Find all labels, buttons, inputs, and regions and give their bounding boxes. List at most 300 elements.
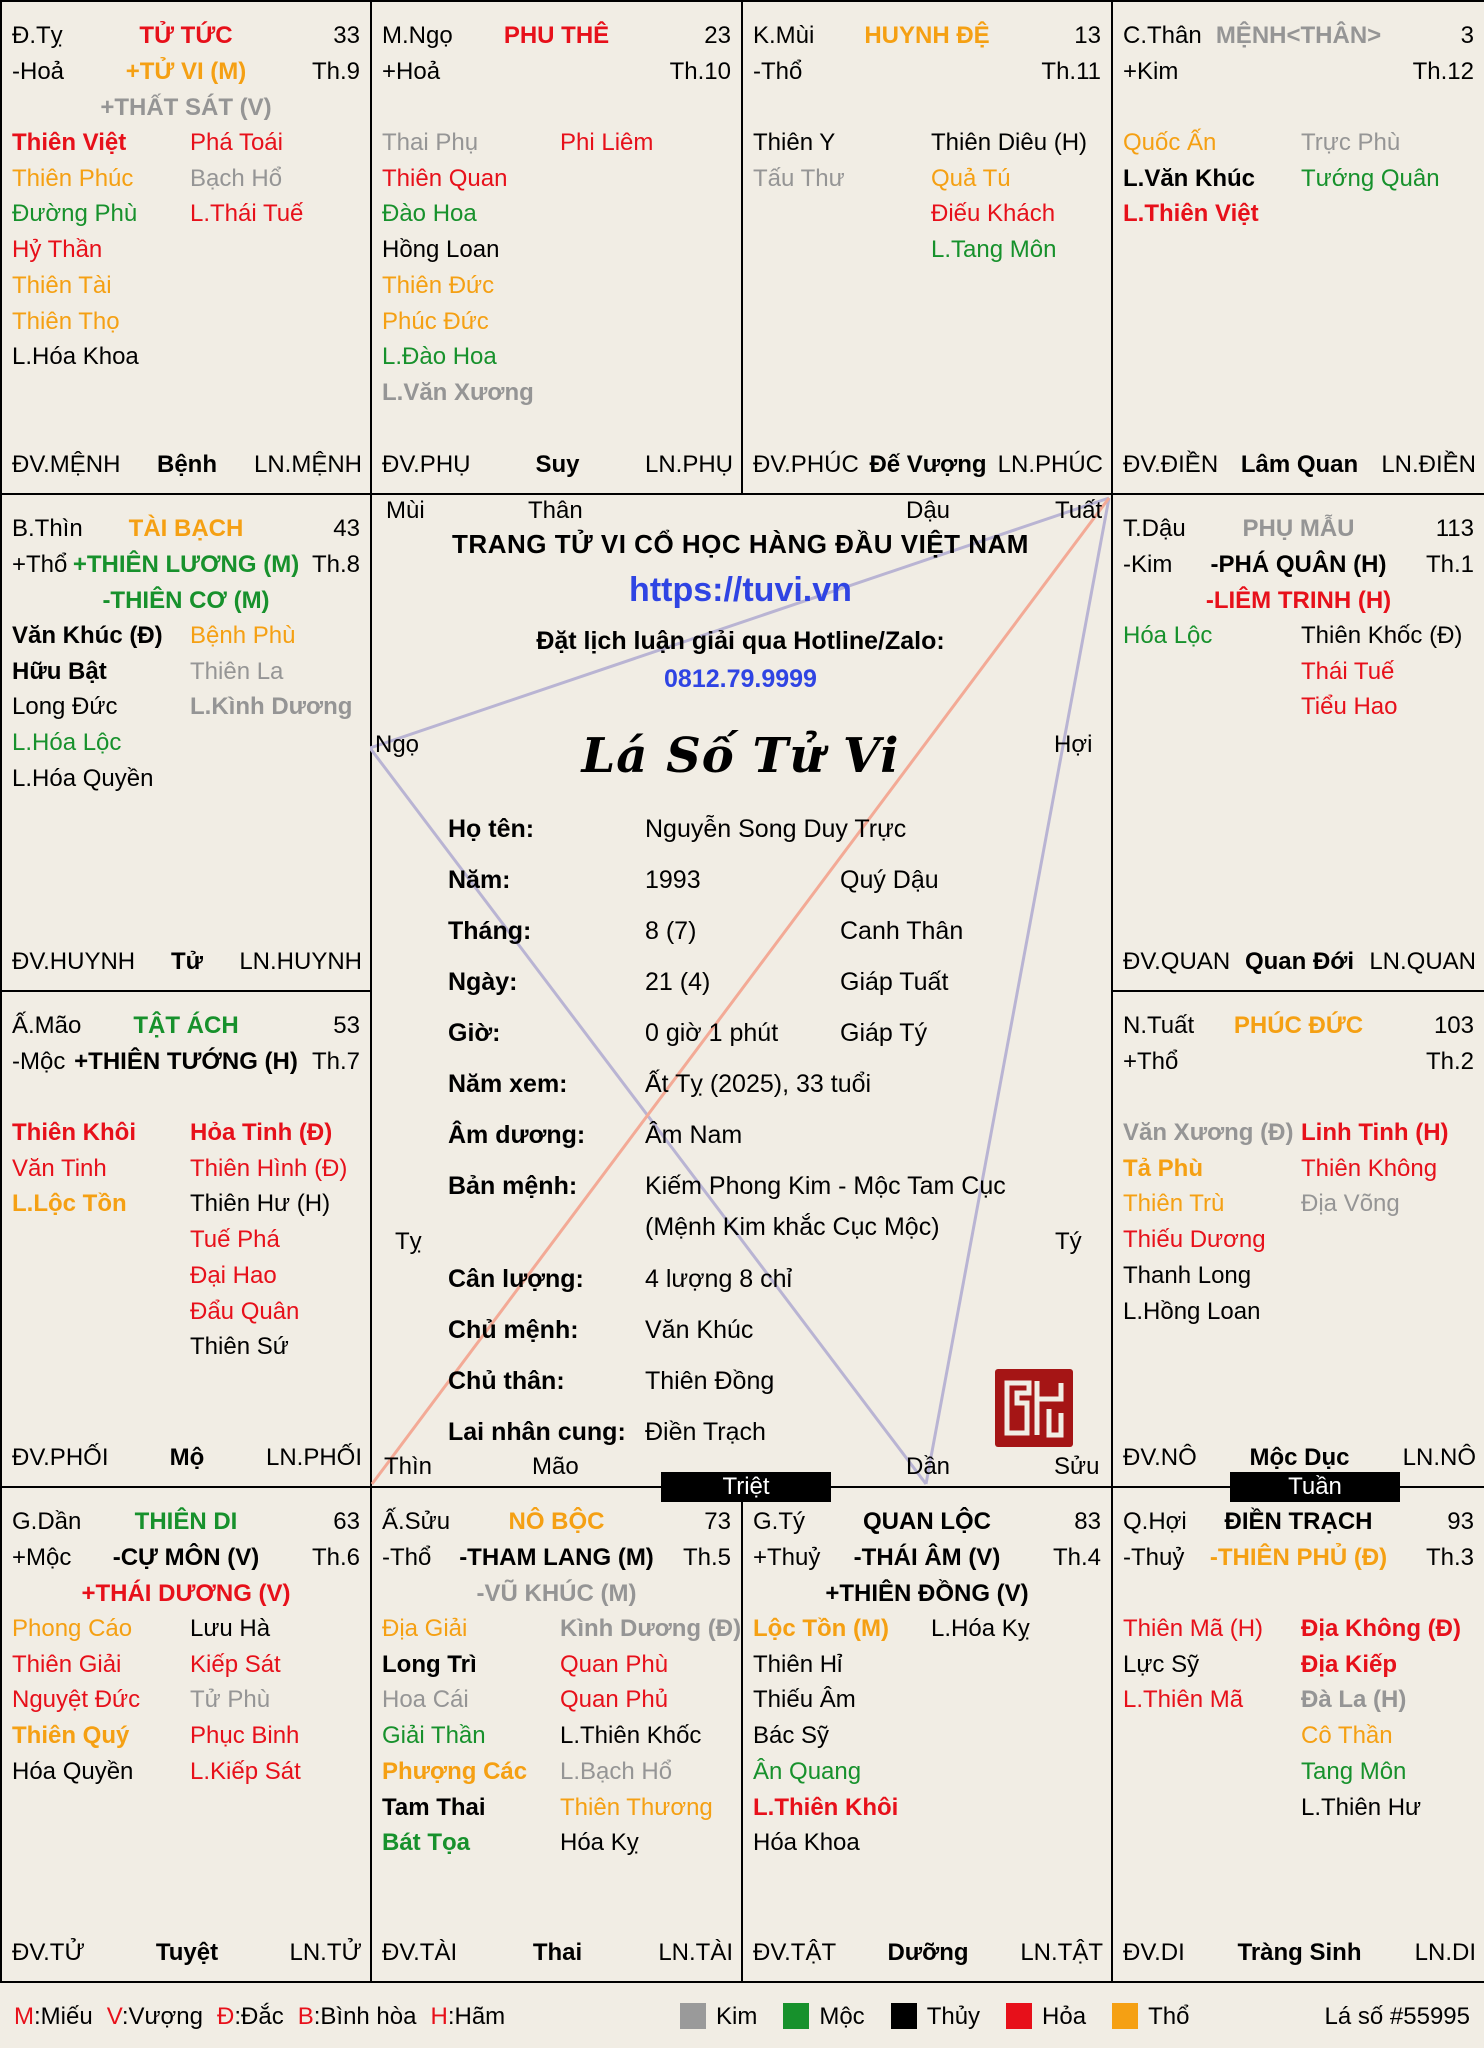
- main-star: -CỰ MÔN (V): [112, 1544, 260, 1571]
- decade-label: ĐV.QUAN: [1123, 948, 1231, 975]
- minor-star: L.Kình Dương: [190, 693, 353, 721]
- life-stage: Mộc Dục: [1249, 1444, 1350, 1471]
- minor-star: L.Hồng Loan: [1123, 1297, 1261, 1325]
- palace-month: Th.12: [1412, 58, 1474, 85]
- palace-cell[interactable]: [0, 990, 372, 1488]
- palace-header: [1123, 511, 1474, 547]
- minor-star: L.Văn Xương: [382, 378, 534, 406]
- minor-star: Bệnh Phù: [190, 622, 296, 649]
- info-value: 0 giờ 1 phút: [645, 1019, 779, 1047]
- palace-month: Th.2: [1425, 1048, 1474, 1075]
- minor-star: Bạch Hổ: [190, 164, 283, 192]
- info-row: [448, 1213, 1098, 1253]
- label-dan: Dần: [906, 1453, 951, 1480]
- palace-footer: [12, 1935, 362, 1971]
- palace-branch: C.Thân: [1123, 22, 1202, 49]
- palace-name: PHU THÊ: [503, 22, 610, 49]
- life-stage: Tuyệt: [155, 1939, 219, 1966]
- palace-cell[interactable]: [741, 0, 1113, 495]
- palace-footer: [753, 447, 1103, 483]
- red-seal-logo: [995, 1369, 1073, 1447]
- chart-number: Lá số #55995: [1324, 2003, 1470, 2030]
- palace-footer: [1123, 447, 1476, 483]
- minor-stars-left: [382, 1611, 562, 1861]
- element-name: Hỏa: [1042, 2003, 1087, 2030]
- minor-star: Tả Phù: [1123, 1154, 1204, 1182]
- decade-label: ĐV.ĐIỀN: [1123, 451, 1219, 478]
- minor-star: Tang Môn: [1301, 1757, 1407, 1785]
- palace-name: QUAN LỘC: [863, 1508, 991, 1535]
- minor-star: Thiên Hình (Đ): [190, 1154, 348, 1182]
- minor-stars-left: [753, 125, 933, 196]
- label-ngo: Ngọ: [375, 731, 420, 758]
- minor-star: Hóa Khoa: [753, 1829, 860, 1857]
- palace-cell[interactable]: [370, 0, 743, 495]
- palace-name: MỆNH<THÂN>: [1215, 22, 1382, 49]
- palace-header: [753, 1504, 1101, 1540]
- year-label: LN.PHỤ: [644, 451, 733, 478]
- palace-branch: G.Tý: [753, 1508, 805, 1535]
- decade-label: ĐV.TÀI: [382, 1939, 458, 1966]
- palace-branch: K.Mùi: [753, 22, 815, 49]
- palace-branch: N.Tuất: [1123, 1012, 1195, 1039]
- palace-branch: Ấ.Sửu: [382, 1508, 451, 1535]
- main-star: -THIÊN PHỦ (Đ): [1209, 1544, 1388, 1571]
- minor-stars-right: [1301, 618, 1481, 725]
- palace-month: Th.5: [682, 1544, 731, 1571]
- info-value: Âm Nam: [645, 1121, 743, 1149]
- decade-label: ĐV.TỬ: [12, 1939, 85, 1966]
- palace-header: [753, 18, 1101, 54]
- decade-label: ĐV.PHỤ: [382, 451, 471, 478]
- palace-yinyang: +Thổ: [12, 551, 68, 578]
- minor-star: L.Thái Tuế: [190, 200, 304, 228]
- abbrev-key: Đ: [217, 2003, 235, 2030]
- tuan-marker: Tuần: [1230, 1472, 1400, 1502]
- life-stage: Quan Đới: [1244, 948, 1355, 975]
- minor-star: Lưu Hà: [190, 1615, 271, 1642]
- minor-star: Văn Xương (Đ): [1123, 1119, 1294, 1146]
- year-label: LN.TÀI: [658, 1939, 733, 1966]
- minor-stars-left: [1123, 618, 1303, 654]
- minor-star: Ân Quang: [753, 1757, 862, 1785]
- element-color-swatch: [783, 2003, 809, 2029]
- palace-number: 13: [1074, 22, 1101, 49]
- minor-star: Văn Tinh: [12, 1154, 107, 1182]
- palace-branch: Q.Hợi: [1123, 1508, 1187, 1535]
- minor-star: Thai Phụ: [382, 129, 479, 156]
- minor-star: L.Thiên Khốc: [560, 1722, 702, 1750]
- abbrev-value: :Hãm: [447, 2003, 506, 2030]
- palace-name: HUYNH ĐỆ: [864, 22, 990, 49]
- life-stage: Bệnh: [157, 451, 217, 478]
- minor-star: Tử Phù: [190, 1686, 271, 1714]
- palace-subheader: [753, 1540, 1101, 1576]
- minor-star: Thiên Không: [1301, 1154, 1438, 1182]
- year-label: LN.QUAN: [1369, 948, 1476, 975]
- info-key: Tháng:: [448, 917, 532, 945]
- palace-number: 53: [333, 1012, 360, 1039]
- minor-stars-right: [190, 1115, 370, 1365]
- minor-star: Thiên Khôi: [12, 1119, 136, 1146]
- palace-header: [382, 18, 731, 54]
- info-value: Điền Trạch: [645, 1418, 766, 1446]
- minor-star: Quan Phù: [560, 1650, 669, 1678]
- palace-cell[interactable]: [741, 1486, 1113, 1983]
- minor-star: Hóa Lộc: [1123, 622, 1213, 649]
- minor-star: Thiếu Âm: [753, 1686, 856, 1714]
- minor-star: L.Thiên Việt: [1123, 200, 1259, 228]
- minor-star: Phá Toái: [190, 129, 283, 156]
- palace-footer: [382, 1935, 733, 1971]
- minor-star: Hóa Kỵ: [560, 1829, 639, 1857]
- decade-label: ĐV.HUYNH: [12, 948, 136, 975]
- info-value-2: Giáp Tuất: [840, 968, 949, 996]
- label-ty: Tỵ: [395, 1228, 422, 1255]
- palace-name: THIÊN DI: [134, 1508, 238, 1535]
- life-stage: Dưỡng: [887, 1939, 969, 1966]
- minor-star: Tuế Phá: [190, 1226, 280, 1254]
- life-stage: Lâm Quan: [1240, 451, 1359, 478]
- label-than: Thân: [528, 497, 583, 524]
- main-star: +THIÊN LƯƠNG (M): [72, 551, 300, 578]
- minor-star: Thiên Phúc: [12, 164, 134, 192]
- info-row: [448, 1172, 1098, 1212]
- minor-star: Phúc Đức: [382, 307, 489, 335]
- palace-header: [1123, 18, 1474, 54]
- palace-footer: [12, 944, 362, 980]
- minor-stars-right: [1301, 125, 1481, 196]
- minor-stars-left: [12, 618, 192, 797]
- booking-text: Đặt lịch luận giải qua Hotline/Zalo:: [536, 627, 945, 655]
- minor-stars-left: [1123, 125, 1303, 232]
- palace-branch: M.Ngọ: [382, 22, 453, 49]
- minor-star: Thiên Hư (H): [190, 1190, 331, 1218]
- info-key: Chủ mệnh:: [448, 1316, 579, 1344]
- info-key: Ngày:: [448, 968, 518, 996]
- palace-name: TỬ TỨC: [139, 22, 233, 49]
- minor-star: Tiểu Hao: [1301, 693, 1398, 721]
- palace-header: [12, 1504, 360, 1540]
- minor-stars-right: [1301, 1115, 1481, 1222]
- info-value: 8 (7): [645, 917, 697, 945]
- minor-star: Long Trì: [382, 1650, 477, 1678]
- minor-stars-left: [12, 125, 192, 375]
- info-row: [448, 866, 1098, 906]
- info-value: Nguyễn Song Duy Trực: [645, 815, 907, 843]
- palace-subheader: [1123, 1540, 1474, 1576]
- decade-label: ĐV.NÔ: [1123, 1444, 1197, 1471]
- minor-star: Hóa Quyền: [12, 1757, 134, 1785]
- element-color-swatch: [891, 2003, 917, 2029]
- info-row: [448, 1316, 1098, 1356]
- info-row: [448, 1070, 1098, 1110]
- minor-star: Địa Giải: [382, 1615, 468, 1642]
- info-row: [448, 1265, 1098, 1305]
- palace-number: 83: [1074, 1508, 1101, 1535]
- info-key: Năm:: [448, 866, 511, 894]
- info-key: Giờ:: [448, 1019, 501, 1047]
- palace-footer: [1123, 944, 1476, 980]
- minor-star: Thiên Diêu (H): [931, 129, 1088, 156]
- minor-star: Trực Phù: [1301, 129, 1401, 156]
- palace-number: 43: [333, 515, 360, 542]
- palace-header: [12, 511, 360, 547]
- status-abbrev-legend: [14, 2003, 519, 2031]
- minor-star: L.Thiên Mã: [1123, 1686, 1244, 1714]
- info-value: Ất Tỵ (2025), 33 tuổi: [645, 1070, 872, 1098]
- site-url-link[interactable]: https://tuvi.vn: [629, 571, 852, 609]
- minor-stars-right: [1301, 1611, 1481, 1825]
- palace-yinyang: +Thổ: [1123, 1048, 1179, 1075]
- hotline-link[interactable]: 0812.79.9999: [664, 665, 817, 693]
- life-stage: Thai: [532, 1939, 583, 1966]
- minor-star: L.Hóa Quyền: [12, 764, 154, 792]
- year-label: LN.DI: [1414, 1939, 1476, 1966]
- element-color-swatch: [680, 2003, 706, 2029]
- palace-month: Th.3: [1425, 1544, 1474, 1571]
- minor-star: Bác Sỹ: [753, 1722, 830, 1750]
- palace-yinyang: -Kim: [1123, 551, 1173, 578]
- palace-cell[interactable]: [0, 1486, 372, 1983]
- minor-star: Đường Phù: [12, 200, 138, 228]
- minor-stars-left: [12, 1115, 192, 1222]
- info-value-2: Giáp Tý: [840, 1019, 928, 1047]
- minor-star: L.Đào Hoa: [382, 343, 497, 371]
- element-name: Thủy: [926, 2003, 981, 2030]
- life-stage: Suy: [535, 451, 580, 478]
- info-value: Thiên Đồng: [645, 1367, 775, 1395]
- minor-star: Văn Khúc (Đ): [12, 622, 163, 649]
- minor-star: Bát Tọa: [382, 1829, 471, 1857]
- info-value-2: Canh Thân: [840, 917, 964, 945]
- minor-star: L.Bạch Hổ: [560, 1757, 673, 1785]
- minor-star: Thanh Long: [1123, 1261, 1252, 1289]
- main-star: -PHÁ QUÂN (H): [1210, 551, 1387, 578]
- palace-number: 33: [333, 22, 360, 49]
- element-color-swatch: [1112, 2003, 1138, 2029]
- main-star: -THAM LANG (M): [459, 1544, 654, 1571]
- palace-number: 103: [1433, 1012, 1474, 1039]
- palace-subheader: [1123, 547, 1474, 583]
- palace-number: 113: [1435, 515, 1474, 542]
- minor-star: L.Lộc Tồn: [12, 1190, 127, 1218]
- info-row: [448, 1121, 1098, 1161]
- palace-yinyang: -Hoả: [12, 58, 65, 85]
- palace-yinyang: +Kim: [1123, 58, 1179, 85]
- element-name: Mộc: [819, 2003, 865, 2030]
- palace-header: [12, 18, 360, 54]
- minor-star: L.Văn Khúc: [1123, 164, 1256, 192]
- palace-month: Th.9: [311, 58, 360, 85]
- minor-star: L.Hóa Khoa: [12, 343, 139, 371]
- decade-label: ĐV.PHÚC: [753, 451, 859, 478]
- palace-footer: [753, 1935, 1103, 1971]
- minor-stars-right: [931, 1611, 1111, 1647]
- minor-star: Phượng Các: [382, 1757, 528, 1785]
- info-value: Văn Khúc: [645, 1316, 754, 1344]
- secondary-main-star: -LIÊM TRINH (H): [1205, 587, 1392, 614]
- palace-name: PHỤ MẪU: [1242, 515, 1355, 542]
- element-color-swatch: [1006, 2003, 1032, 2029]
- palace-header: [12, 1008, 360, 1044]
- minor-stars-right: [190, 1611, 370, 1790]
- year-label: LN.MỆNH: [253, 451, 362, 478]
- minor-star: L.Thiên Hư: [1301, 1793, 1422, 1821]
- minor-star: Tướng Quân: [1301, 164, 1440, 192]
- minor-star: Thiên Khốc (Đ): [1301, 622, 1463, 649]
- palace-month: Th.10: [669, 58, 731, 85]
- minor-stars-right: [560, 1611, 740, 1861]
- info-key: Họ tên:: [448, 815, 535, 843]
- palace-cell[interactable]: [1111, 493, 1484, 992]
- info-key: Cân lượng:: [448, 1265, 584, 1293]
- main-star: +THIÊN TƯỚNG (H): [74, 1048, 298, 1075]
- year-label: LN.ĐIỀN: [1381, 451, 1476, 478]
- palace-cell[interactable]: [0, 493, 372, 992]
- info-row: [448, 968, 1098, 1008]
- minor-star: Tấu Thư: [753, 164, 845, 192]
- palace-cell[interactable]: [0, 0, 372, 495]
- minor-star: Thiên Quan: [382, 164, 508, 192]
- minor-stars-right: [190, 618, 370, 725]
- minor-stars-left: [382, 125, 562, 411]
- decade-label: ĐV.DI: [1123, 1939, 1185, 1966]
- palace-name: NÔ BỘC: [508, 1508, 605, 1535]
- palace-subheader: [12, 54, 360, 90]
- label-mao: Mão: [532, 1453, 579, 1480]
- minor-star: Thiếu Dương: [1123, 1226, 1266, 1254]
- minor-star: Quan Phủ: [560, 1686, 669, 1714]
- minor-star: Đào Hoa: [382, 200, 477, 228]
- life-stage: Tử: [170, 948, 204, 975]
- palace-subheader: [382, 54, 731, 90]
- palace-subheader: [12, 547, 360, 583]
- info-key: Bản mệnh:: [448, 1172, 578, 1200]
- minor-star: Phi Liêm: [560, 129, 654, 156]
- life-stage: Mộ: [169, 1444, 205, 1471]
- palace-name: TÀI BẠCH: [128, 515, 244, 542]
- year-label: LN.TẬT: [1020, 1939, 1103, 1966]
- life-stage: Đế Vượng: [869, 451, 987, 478]
- minor-stars-left: [1123, 1115, 1303, 1329]
- minor-stars-right: [190, 125, 370, 232]
- minor-star: Điếu Khách: [931, 200, 1056, 228]
- info-value-2: Quý Dậu: [840, 866, 939, 894]
- abbrev-value: :Miếu: [34, 2003, 93, 2030]
- palace-name: ĐIỀN TRẠCH: [1224, 1508, 1373, 1535]
- minor-star: Thái Tuế: [1301, 657, 1395, 685]
- minor-star: Hữu Bật: [12, 657, 107, 685]
- center-panel: [370, 493, 1111, 1486]
- minor-star: Cô Thần: [1301, 1722, 1393, 1750]
- palace-footer: [12, 447, 362, 483]
- decade-label: ĐV.TẬT: [753, 1939, 837, 1966]
- info-key: Chủ thân:: [448, 1367, 565, 1395]
- minor-star: L.Thiên Khôi: [753, 1793, 899, 1821]
- minor-star: Đại Hao: [190, 1261, 277, 1289]
- palace-number: 93: [1447, 1508, 1474, 1535]
- palace-cell[interactable]: [1111, 0, 1484, 495]
- label-dau: Dậu: [906, 497, 951, 524]
- info-row: [448, 917, 1098, 957]
- palace-month: Th.11: [1041, 58, 1101, 85]
- minor-star: Thiên Thọ: [12, 307, 120, 335]
- year-label: LN.NÔ: [1402, 1444, 1476, 1471]
- year-label: LN.PHỐI: [265, 1444, 362, 1471]
- minor-star: Thiên Tài: [12, 271, 112, 299]
- info-value: 21 (4): [645, 968, 711, 996]
- minor-star: Hỏa Tinh (Đ): [190, 1119, 333, 1146]
- label-suu: Sửu: [1054, 1453, 1100, 1480]
- palace-cell[interactable]: [370, 1486, 743, 1983]
- minor-star: Thiên Quý: [12, 1722, 130, 1750]
- palace-branch: T.Dậu: [1123, 515, 1186, 542]
- info-value: 4 lượng 8 chỉ: [645, 1265, 793, 1293]
- secondary-main-star: +THẤT SÁT (V): [100, 94, 272, 121]
- palace-cell[interactable]: [1111, 990, 1484, 1488]
- minor-star: Phục Binh: [190, 1722, 300, 1750]
- minor-star: Thiên La: [190, 657, 284, 685]
- palace-footer: [1123, 1935, 1476, 1971]
- minor-star: Thiên Việt: [12, 129, 127, 156]
- abbrev-value: :Vượng: [121, 2003, 203, 2030]
- minor-star: Nguyệt Đức: [12, 1686, 141, 1714]
- minor-star: L.Tang Môn: [931, 236, 1057, 264]
- element-name: Kim: [716, 2003, 758, 2030]
- legend-bar: [0, 1981, 1484, 2048]
- palace-month: Th.4: [1052, 1544, 1101, 1571]
- info-key: Âm dương:: [448, 1121, 586, 1149]
- palace-yinyang: -Thổ: [753, 58, 803, 85]
- minor-star: Quốc Ấn: [1123, 129, 1217, 156]
- palace-number: 3: [1460, 22, 1474, 49]
- year-label: LN.HUYNH: [239, 948, 362, 975]
- palace-month: Th.6: [311, 1544, 360, 1571]
- life-stage: Tràng Sinh: [1237, 1939, 1362, 1966]
- minor-star: Giải Thần: [382, 1722, 486, 1750]
- palace-yinyang: +Mộc: [12, 1544, 72, 1571]
- palace-name: TẬT ÁCH: [133, 1012, 239, 1039]
- palace-number: 63: [333, 1508, 360, 1535]
- label-hoi: Hợi: [1054, 731, 1093, 758]
- secondary-main-star: +THÁI DƯƠNG (V): [81, 1580, 291, 1607]
- palace-branch: G.Dần: [12, 1508, 82, 1535]
- minor-star: Long Đức: [12, 693, 118, 721]
- palace-name: PHÚC ĐỨC: [1233, 1012, 1364, 1039]
- minor-star: Thiên Mã (H): [1123, 1615, 1264, 1642]
- minor-star: Hoa Cái: [382, 1686, 469, 1714]
- abbrev-key: V: [106, 2003, 122, 2030]
- main-star: +TỬ VI (M): [125, 58, 247, 85]
- minor-star: L.Kiếp Sát: [190, 1757, 301, 1785]
- info-value: Kiếm Phong Kim - Mộc Tam Cục: [645, 1172, 1006, 1200]
- palace-cell[interactable]: [1111, 1486, 1484, 1983]
- minor-star: Kiếp Sát: [190, 1650, 281, 1678]
- minor-star: Thiên Đức: [382, 271, 495, 299]
- minor-star: Địa Không (Đ): [1301, 1615, 1461, 1642]
- palace-subheader: [12, 1044, 360, 1080]
- palace-yinyang: +Thuỷ: [753, 1544, 821, 1571]
- chart-title: Lá Số Tử Vi: [581, 728, 900, 784]
- abbrev-key: H: [430, 2003, 448, 2030]
- minor-stars-left: [1123, 1611, 1303, 1718]
- triet-marker: Triệt: [661, 1472, 831, 1502]
- secondary-main-star: -VŨ KHÚC (M): [476, 1580, 637, 1607]
- palace-header: [1123, 1504, 1474, 1540]
- minor-stars-left: [12, 1611, 192, 1790]
- label-tuat: Tuất: [1055, 497, 1103, 524]
